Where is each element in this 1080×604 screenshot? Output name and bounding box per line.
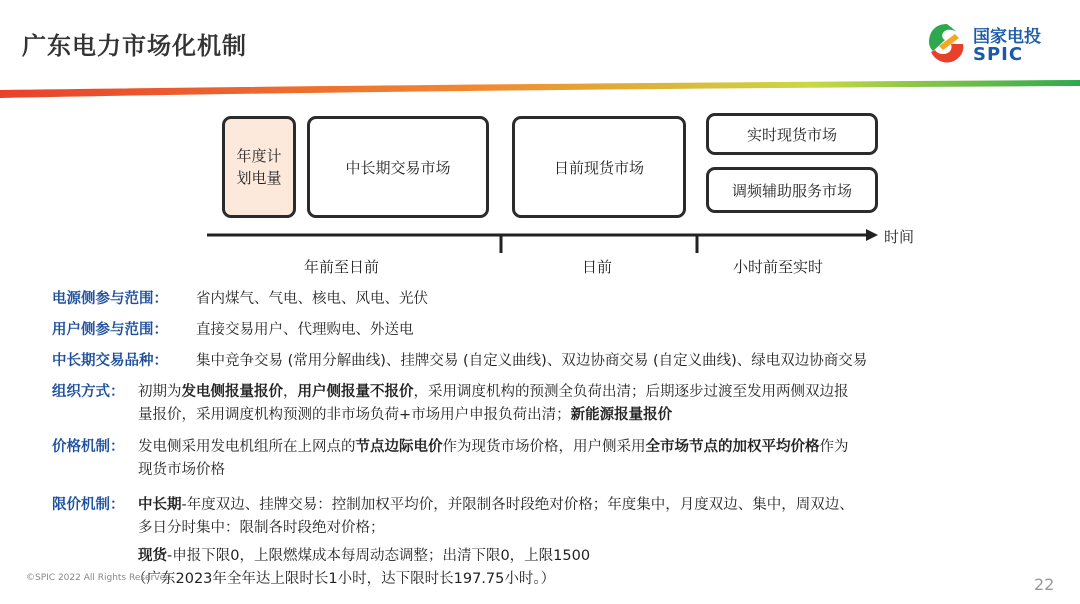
phase-day-ahead-label: 日前 <box>582 258 613 276</box>
limit-line3 <box>138 545 590 568</box>
day-ahead-market-label: 日前现货市场 <box>553 158 644 177</box>
org-line2 <box>138 404 672 427</box>
org-line2-p: 量报价，采用调度机构预测的非市场负荷+市场用户申报负荷出清； <box>138 407 571 423</box>
logo-text-en: SPIC <box>973 44 1024 65</box>
price-b2: 全市场节点的加权平均价格 <box>645 439 820 455</box>
limit-b1: 中长期 <box>138 497 182 513</box>
logo-text-cn: 国家电投 <box>973 27 1041 47</box>
products-text: 集中竞争交易 (常用分解曲线)、挂牌交易 (自定义曲线)、双边协商交易 (自定义曲线)、绿电双边协商交易 <box>196 353 868 369</box>
limit-p1: -年度双边、挂牌交易：控制加权平均价，并限制各时段绝对价格；年度集中，月度双边、集中，周双边、 <box>181 497 854 513</box>
org-p3: ，采用调度机构的预测全负荷出清；后期逐步过渡至发用两侧双边报 <box>413 384 849 400</box>
mid-long-term-market-label: 中长期交易市场 <box>345 158 451 177</box>
products-label: 中长期交易品种： <box>52 353 168 369</box>
page-number: 22 <box>1034 575 1055 594</box>
org-line1 <box>138 381 849 404</box>
price-b1: 节点边际电价 <box>355 439 443 455</box>
user-text: 直接交易用户、代理购电、外送电 <box>196 322 414 338</box>
org-p2: ， <box>283 384 298 400</box>
price-p3: 作为 <box>819 439 849 455</box>
price-p1: 发电侧采用发电机组所在上网点的 <box>138 439 356 455</box>
page-title: 广东电力市场化机制 <box>22 32 247 60</box>
limit-line2: 多日分时集中：限制各时段绝对价格； <box>138 520 385 536</box>
limit-label: 限价机制： <box>52 497 125 513</box>
org-b2: 用户侧报量不报价 <box>297 384 414 400</box>
org-p1: 初期为 <box>138 384 182 400</box>
copyright-text: ©SPIC 2022 All Rights Reserved <box>26 573 171 583</box>
price-label: 价格机制： <box>52 439 125 455</box>
org-label: 组织方式： <box>52 384 125 400</box>
limit-p2: -申报下限0，上限燃煤成本每周动态调整；出清下限0，上限1500 <box>167 548 591 564</box>
axis-time-label: 时间 <box>884 228 915 246</box>
limit-line4: （广东2023年全年达上限时长1小时，达下限时长197.75小时。） <box>132 571 556 587</box>
supply-text: 省内煤气、气电、核电、风电、光伏 <box>196 291 428 307</box>
phase-hour-before-label: 小时前至实时 <box>733 258 824 276</box>
ancillary-market-label: 调频辅助服务市场 <box>731 181 852 200</box>
org-line2-b: 新能源报量报价 <box>570 407 673 423</box>
price-line2: 现货市场价格 <box>138 462 225 478</box>
realtime-market-label: 实时现货市场 <box>746 125 837 144</box>
price-p2: 作为现货市场价格，用户侧采用 <box>442 439 646 455</box>
phase-before-year-label: 年前至日前 <box>304 258 380 276</box>
annual-plan-label: 年度计划电量 <box>236 147 282 187</box>
price-line1 <box>138 436 849 459</box>
user-label: 用户侧参与范围： <box>52 322 168 338</box>
limit-b2: 现货 <box>138 548 167 564</box>
org-b1: 发电侧报量报价 <box>181 384 283 400</box>
supply-label: 电源侧参与范围： <box>52 291 168 307</box>
limit-line1 <box>138 494 854 517</box>
